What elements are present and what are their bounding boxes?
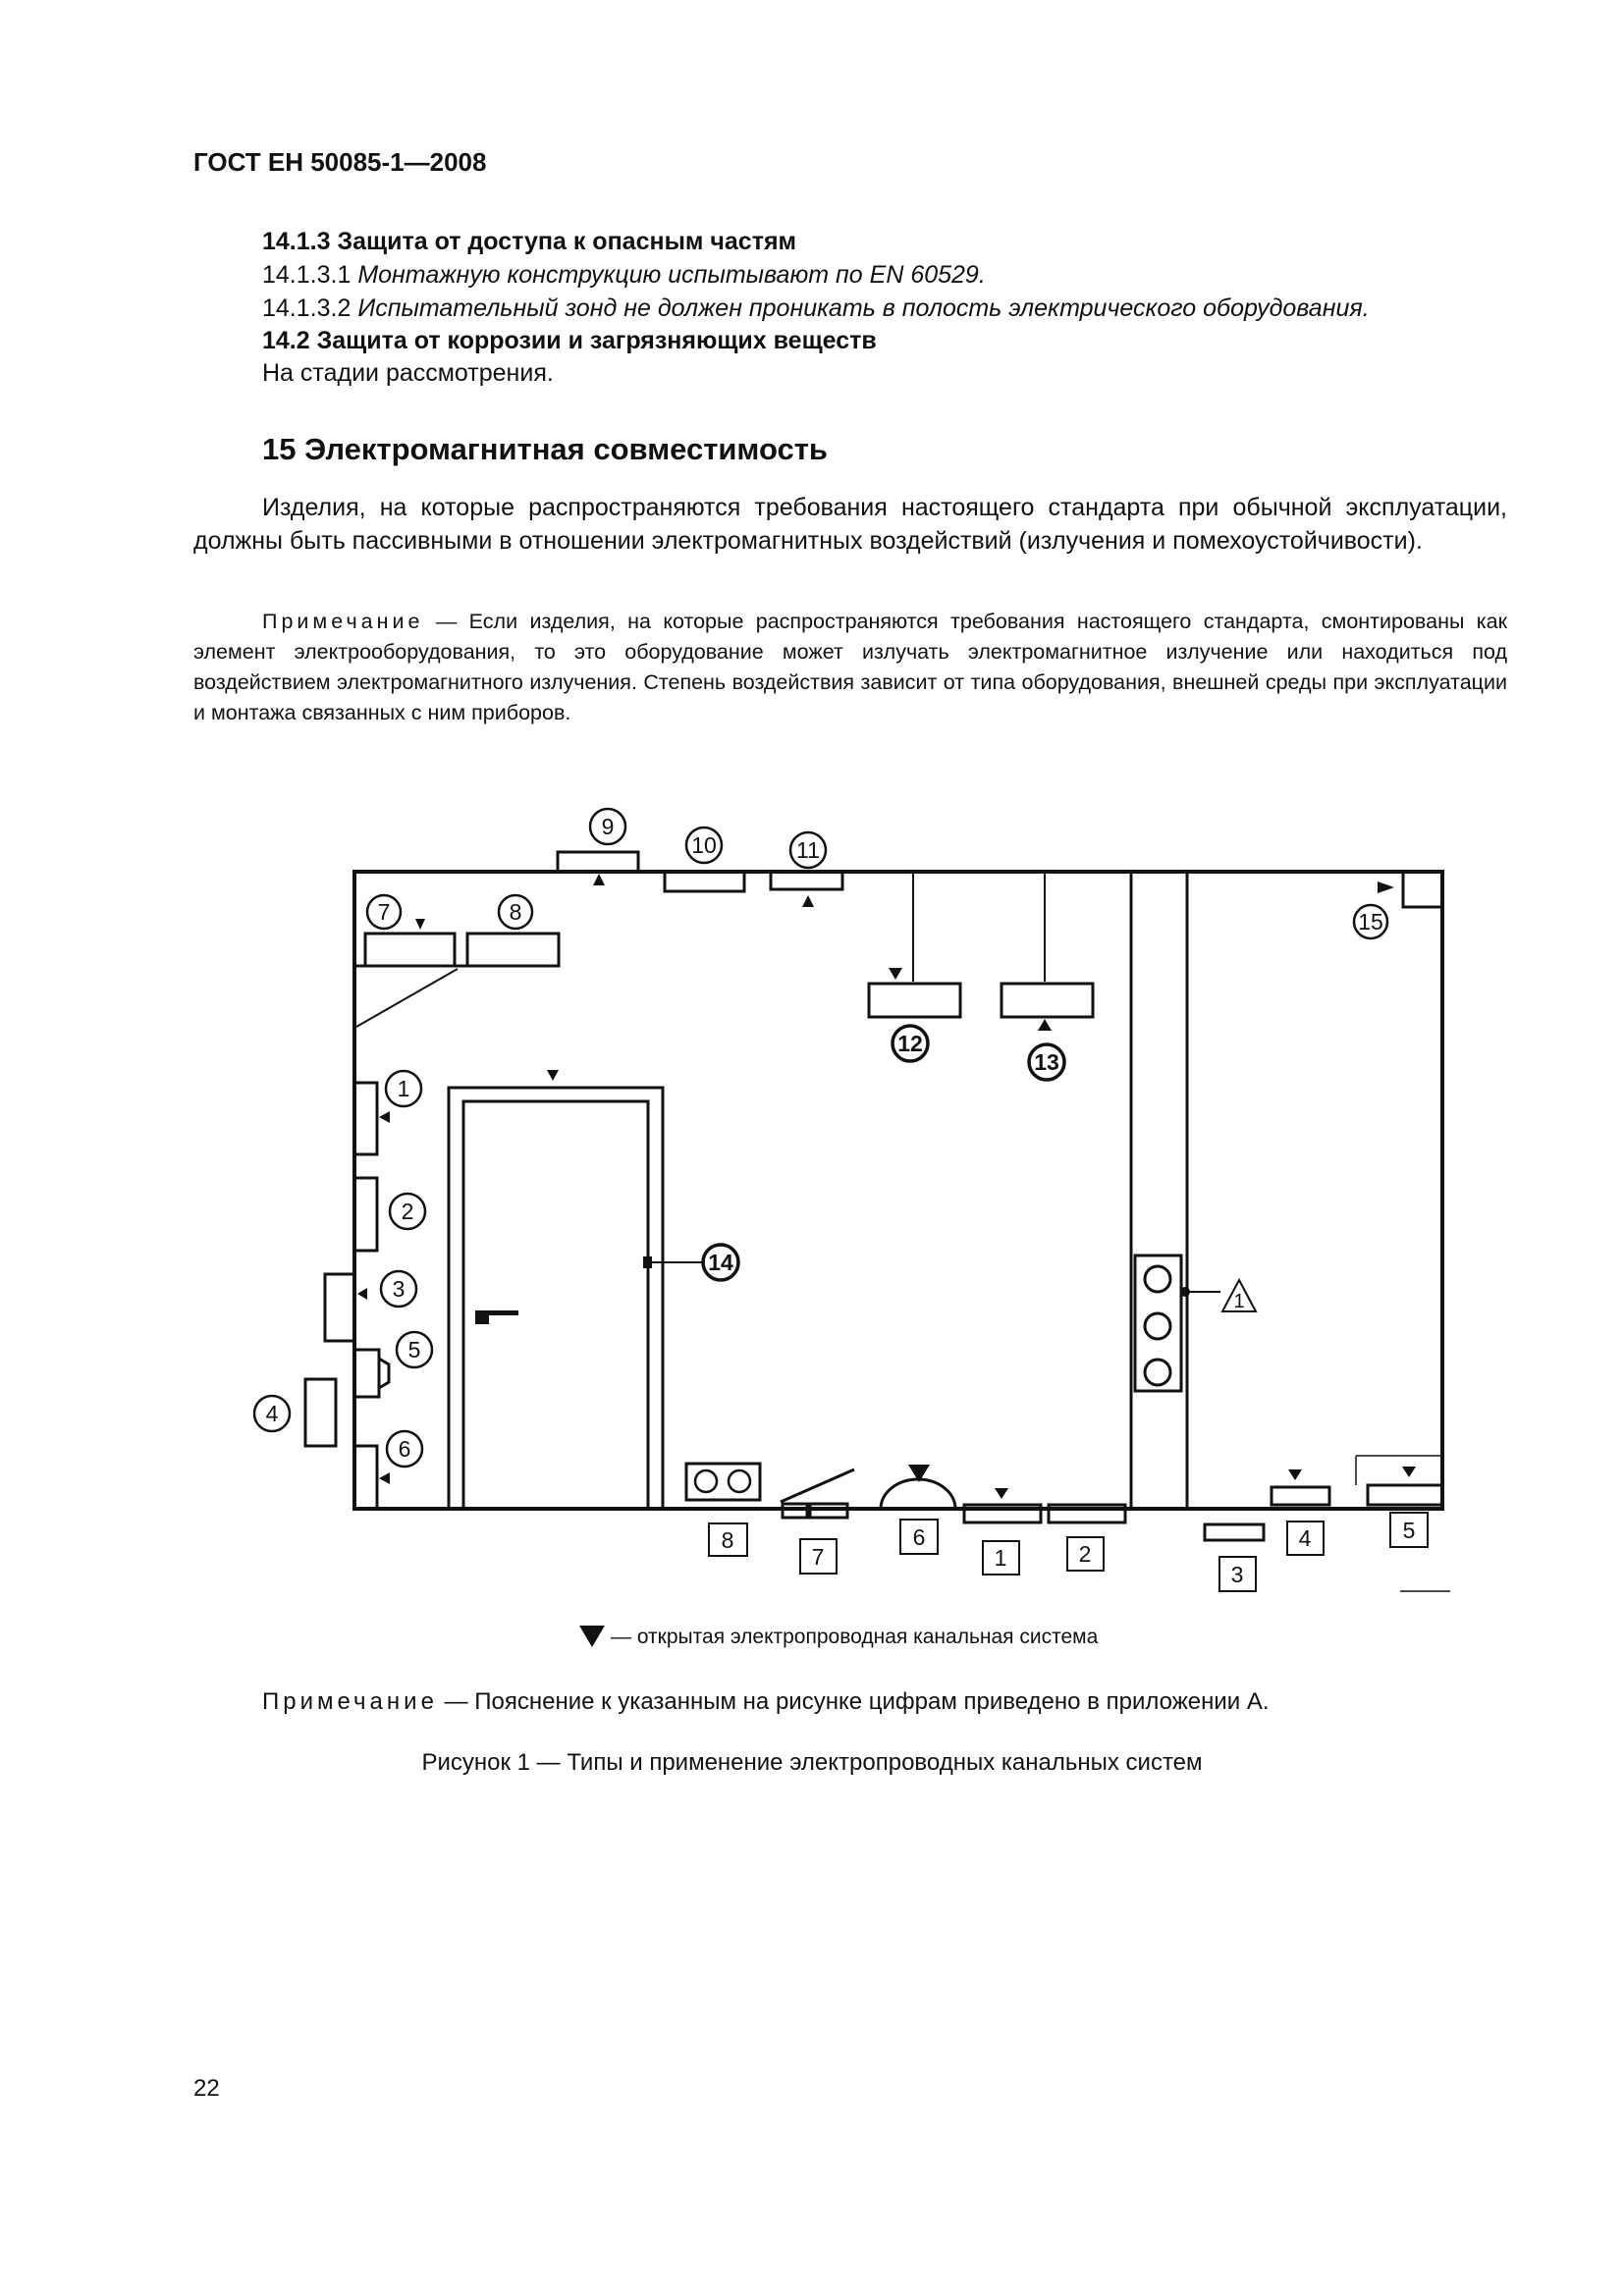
diagonal-line [356,969,458,1027]
note-label: Примечание [262,610,424,633]
trunking-triangle [379,1472,390,1484]
label-8: 8 [509,899,522,925]
socket-outlet [695,1470,717,1492]
socket-outlet [1145,1313,1170,1339]
trunking-10 [665,872,744,891]
box-label-1: 1 [994,1545,1007,1571]
left-trunking-1 [354,1083,377,1154]
socket-outlet [1145,1266,1170,1292]
trunking-triangle [1038,1019,1052,1031]
clause-number: 14.1.3.1 [262,261,352,289]
junction-dot [1180,1287,1190,1297]
door-handle-bar [475,1310,518,1315]
box-label-7: 7 [811,1544,825,1570]
box-label-6: 6 [912,1524,926,1550]
triangle-marker-icon [579,1626,605,1647]
label-5: 5 [407,1337,421,1362]
trunking-bottom-5 [1368,1485,1442,1505]
trunking-7 [365,934,455,966]
note-label: Примечание [262,1688,438,1715]
label-1: 1 [397,1076,410,1101]
trunking-bottom-4 [1272,1487,1329,1505]
box-label-4: 4 [1298,1525,1312,1551]
corner-box-15 [1403,872,1442,907]
label-6: 6 [398,1436,411,1462]
trunking-triangle [547,1070,559,1081]
label-2: 2 [401,1199,414,1224]
trunking-triangle [1288,1469,1302,1480]
left-trunking-2 [354,1178,377,1251]
label-4: 4 [265,1401,279,1426]
socket-outlet [1145,1360,1170,1385]
floor-dome-6 [881,1479,955,1509]
left-trunking-3 [325,1274,354,1341]
label-15: 15 [1358,909,1383,934]
label-12: 12 [897,1031,923,1056]
note-text: — Если изделия, на которые распространяются требования настоящего стандарта, смонтированы как элемент электрооборудования, то это оборудование может излучать электромагнитное излучение или находиться под воздействием электромагнитного излучения. Степень воздействия зависит от типа оборудования, внешней среды при эксплуатации и монтажа связанных с ним приборов. [193,610,1507,724]
trunking-triangle [379,1111,390,1123]
left-trunking-6 [354,1446,377,1509]
section-15-paragraph: Изделия, на которые распространяются требования настоящего стандарта при обычной эксплуатации, должны быть пассивными в отношении электромагнитных воздействий (излучения и помехоустойчивости). [193,494,1507,555]
figure-caption: Рисунок 1 — Типы и применение электропроводных канальных систем [421,1749,1203,1776]
note-text: — Пояснение к указанным на рисунке цифрам приведено в приложении А. [437,1688,1270,1715]
socket-outlet [729,1470,750,1492]
document-header: ГОСТ ЕН 50085-1—2008 [193,147,487,177]
section-15-heading: 15 Электромагнитная совместимость [262,432,828,466]
door-leaf [463,1101,648,1509]
trunking-9 [558,852,638,872]
trunking-8 [467,934,559,966]
label-9: 9 [601,814,615,839]
label-13: 13 [1034,1049,1059,1075]
pendant-12 [869,984,960,1017]
box-label-5: 5 [1402,1518,1416,1543]
trunking-triangle [995,1488,1008,1499]
box-label-2: 2 [1078,1541,1092,1567]
trunking-triangle [593,874,605,885]
clause-text: Испытательный зонд не должен проникать в полость электрического оборудования. [357,294,1370,322]
label-14: 14 [708,1250,733,1275]
trunking-triangle [1378,881,1394,893]
free-trunking-3 [1205,1524,1264,1540]
section-14-2-text: На стадии рассмотрения. [262,359,554,387]
left-device-5 [354,1350,379,1397]
trunking-triangle [415,919,425,930]
clause-text: Монтажную конструкцию испытывают по EN 60529. [357,261,986,289]
trunking-triangle [357,1288,367,1300]
warning-triangle-label: 1 [1233,1291,1245,1312]
box-label-3: 3 [1230,1562,1244,1587]
clause-number: 14.1.3.2 [262,294,352,322]
trunking-triangle [889,968,902,980]
free-box-4 [305,1379,336,1446]
trunking-11 [771,872,842,889]
section-14-2-title: 14.2 Защита от коррозии и загрязняющих веществ [262,327,877,354]
trunking-triangle [802,895,814,907]
label-10: 10 [691,832,717,858]
section-14-1-3-title: 14.1.3 Защита от доступа к опасным частям [262,228,797,255]
door-frame-outer [449,1088,663,1509]
label-11: 11 [796,837,820,863]
floor-lid-7 [781,1469,854,1502]
label-7: 7 [377,899,391,925]
trunking-triangle [1402,1467,1416,1477]
door-mark-14 [643,1256,652,1268]
page-number: 22 [193,2075,220,2102]
figure-note [262,1688,1270,1716]
box-label-8: 8 [721,1527,734,1553]
socket-column [1135,1255,1181,1391]
label-3: 3 [392,1276,406,1302]
legend-text: — открытая электропроводная канальная система [611,1626,1099,1648]
pendant-13 [1001,984,1093,1017]
figure-legend [579,1626,1098,1649]
